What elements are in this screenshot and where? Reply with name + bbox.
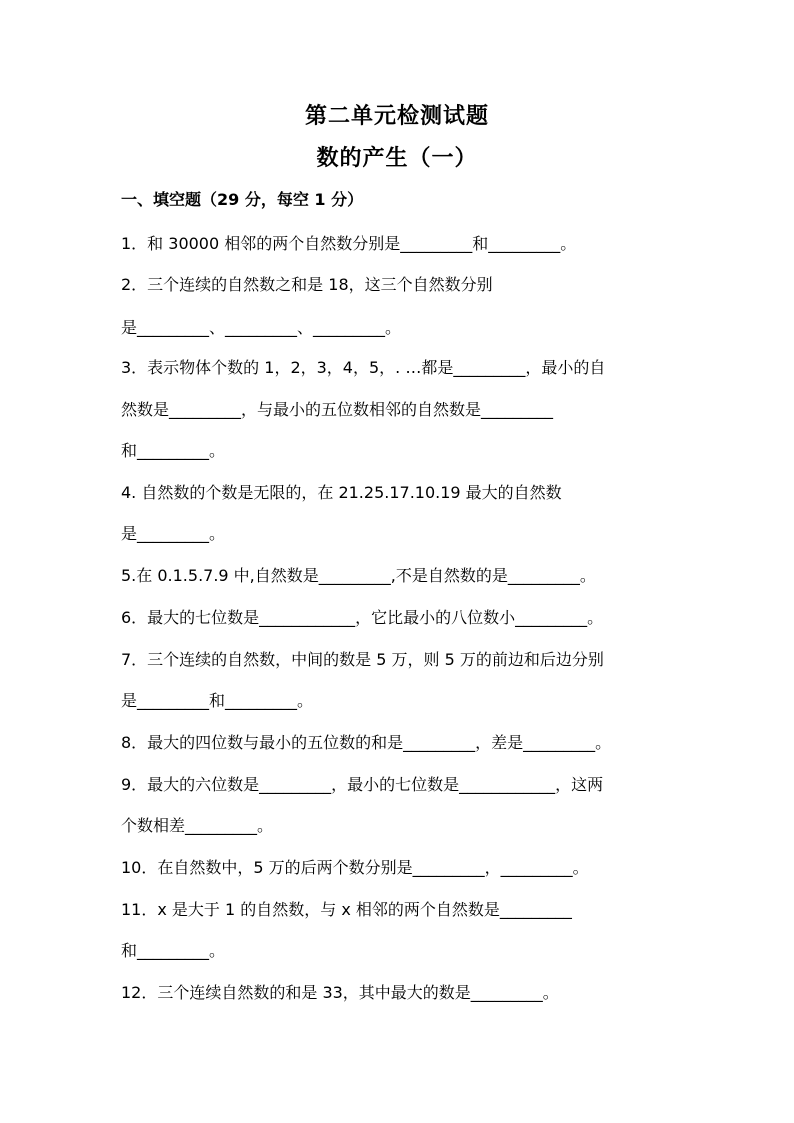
question-line: 10．在自然数中，5 万的后两个数分别是_________，_________。 bbox=[121, 858, 589, 877]
question-line: 7．三个连续的自然数，中间的数是 5 万，则 5 万的前边和后边分别 bbox=[121, 650, 604, 669]
question-line: 9．最大的六位数是_________，最小的七位数是____________，这两 bbox=[121, 775, 604, 794]
question-line: 6．最大的七位数是____________，它比最小的八位数小_________。 bbox=[121, 608, 604, 627]
question-line: 12．三个连续自然数的和是 33，其中最大的数是_________。 bbox=[121, 983, 559, 1002]
question-line: 1．和 30000 相邻的两个自然数分别是_________和_________。 bbox=[121, 234, 577, 253]
question-line: 是_________。 bbox=[121, 524, 226, 543]
question-line: 是_________、_________、_________。 bbox=[121, 318, 402, 337]
question-line: 5.在 0.1.5.7.9 中,自然数是_________,不是自然数的是_________。 bbox=[121, 566, 596, 585]
question-line: 2．三个连续的自然数之和是 18，这三个自然数分别 bbox=[121, 275, 493, 294]
question-line: 8．最大的四位数与最小的五位数的和是_________，差是_________。 bbox=[121, 733, 612, 752]
document-subtitle: 数的产生（一） bbox=[316, 146, 478, 171]
question-line: 和_________。 bbox=[121, 941, 226, 960]
section-heading: 一、填空题（29 分，每空 1 分） bbox=[121, 190, 364, 209]
question-line: 是_________和_________。 bbox=[121, 691, 314, 710]
question-line: 和_________。 bbox=[121, 441, 226, 460]
question-line: 4. 自然数的个数是无限的，在 21.25.17.10.19 最大的自然数 bbox=[121, 483, 562, 502]
question-line: 然数是_________，与最小的五位数相邻的自然数是_________ bbox=[121, 400, 554, 419]
question-line: 个数相差_________。 bbox=[121, 816, 274, 835]
document-title: 第二单元检测试题 bbox=[304, 104, 489, 129]
question-line: 11．x 是大于 1 的自然数，与 x 相邻的两个自然数是_________ bbox=[121, 900, 572, 919]
question-line: 3．表示物体个数的 1，2，3，4，5，. …都是_________，最小的自 bbox=[121, 358, 606, 377]
